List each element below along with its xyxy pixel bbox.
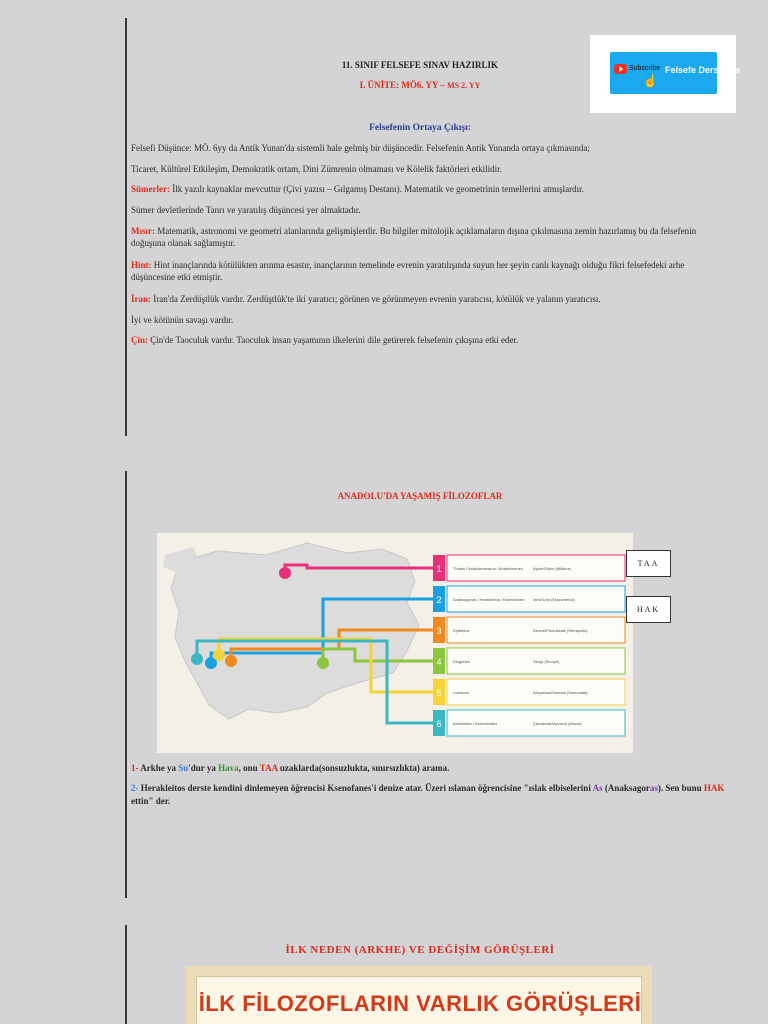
row-places: Aydın/Didim (Miletos) — [533, 566, 571, 571]
margin-line-1 — [125, 18, 127, 436]
row-number: 6 — [436, 719, 442, 729]
sumer-paragraph-2: Sümer devletlerinde Tanrı ve yaratılış düşüncesi yer almaktadır. — [131, 205, 361, 215]
row-number: 5 — [436, 688, 442, 698]
row-places: İzmir/Urla (Klazomenai) — [533, 597, 575, 602]
philosophers-map-image — [157, 533, 633, 753]
misir-paragraph: Mısır: Matematik, astronomi ve geometri alanlarında gelişmişlerdir. Bu bilgiler mitolojik açıklamaların dışına çıkılmasına zemin hazırlamış bu da felsefenin doğuşuna olanak sağlamıştır. — [131, 226, 697, 248]
row-number: 4 — [436, 657, 442, 667]
row-philosophers: Epiktetos — [453, 628, 470, 633]
city-marker — [191, 653, 203, 665]
cursor-hand-icon: ☝ — [643, 74, 658, 88]
city-marker — [317, 657, 329, 669]
city-marker — [213, 649, 225, 661]
mnemonic-note-2: 2- Herakleitos derste kendini dinlemeyen öğrencisi Ksenofanes'i denize atar. Üzeri ıslanan öğrencisine "ıslak elbiselerini As (Anaksagoras). Sen bunu HAK ettin" der. — [131, 783, 725, 806]
city-marker — [225, 655, 237, 667]
varlik-banner-image — [186, 966, 652, 1024]
section-heading-origin: Felsefenin Ortaya Çıkışı: — [369, 123, 471, 133]
page-title: 11. SINIF FELSEFE SINAV HAZIRLIK — [341, 60, 499, 70]
mnemonic-note-1: 1- Arkhe ya Su'dur ya Hava, onu TAA uzaklarda(sonsuzlukta, sınırsızlıkta) arama. — [131, 763, 450, 773]
intro-paragraph-1: Felsefi Düşünce: MÖ. 6yy da Antik Yunan'da sistemli hale gelmiş bir düşüncedir. Felsefenin Antik Yunanda ortaya çıkmasında; — [131, 143, 590, 153]
sumer-paragraph: Sümerler: İlk yazılı kaynaklar mevcuttur (Çivi yazısı – Gılgamış Destanı). Matematik ve geometrinin temellerini atmışlardır. — [131, 184, 584, 194]
row-philosophers: Anaksagoras / Herakleitos / Ksenofanes — [453, 597, 525, 602]
margin-line-3 — [125, 925, 127, 1024]
row-number: 3 — [436, 626, 442, 636]
city-marker — [279, 567, 291, 579]
row-places: Sinop (Sinope) — [533, 659, 560, 664]
margin-line-2 — [125, 471, 127, 898]
iran-paragraph: İran: İran'da Zerdüştlük vardır. Zerdüştlük'te iki yaratıcı; görünen ve görünmeyen evrenin yaratıcısı, kötülük ve yalanın yaratıcısı. — [131, 294, 601, 304]
unit-subtitle: I. ÜNİTE: MÖ6. YY – MS 2. YY — [359, 80, 481, 90]
row-places: Çanakkale/Ayvacık (Assos) — [533, 721, 582, 726]
row-philosophers: Lukianos — [453, 690, 470, 695]
mnemonic-box-taa: TAA — [626, 550, 671, 577]
banner-title: İLK FİLOZOFLARIN VARLIK GÖRÜŞLERİ — [198, 991, 642, 1016]
row-philosophers: Aristoteles / Ksenokrates — [453, 721, 498, 726]
row-places: Denizli/Pamukkale (Hierapolis) — [533, 628, 588, 633]
mnemonic-box-hak: HAK — [626, 596, 671, 623]
row-philosophers: Thales / Anaksimandros / Anaksimenes — [453, 566, 523, 571]
anatolia-map — [157, 533, 633, 753]
row-number: 2 — [436, 595, 442, 605]
row-places: Adıyaman/Samsat (Samosata) — [533, 690, 588, 695]
row-number: 1 — [436, 564, 442, 574]
channel-logo[interactable] — [590, 35, 741, 113]
row-philosophers: Diogenes — [453, 659, 470, 664]
banner-board — [196, 976, 642, 1024]
hint-paragraph: Hint: Hint inançlarında kötülükten arınma esastır, inançlarının temelinde evrenin yaratılışında suyun her şeyin canlı kaynağı olduğu fikri felsefedeki arhe düşüncesine etki etmiştir. — [131, 260, 685, 282]
brand-name: Felsefe Derslerim — [665, 65, 741, 75]
section-heading-anatolia: ANADOLU'DA YAŞAMIŞ FİLOZOFLAR — [337, 491, 503, 501]
subscribe-label: Subscribe — [629, 65, 661, 72]
section-heading-arkhe: İLK NEDEN (ARKHE) VE DEĞİŞİM GÖRÜŞLERİ — [285, 944, 555, 956]
iran-paragraph-2: İyi ve kötünün savaşı vardır. — [131, 315, 234, 325]
intro-paragraph-2: Ticaret, Kültürel Etkileşim, Demokratik ortam, Dini Zümrenin olmaması ve Kölelik faktörleri etkilidir. — [131, 164, 502, 174]
cin-paragraph: Çin: Çin'de Taoculuk vardır. Taoculuk insan yaşamının ilkelerini dile getirerek felsefenin çıkışına etki eder. — [131, 335, 519, 345]
